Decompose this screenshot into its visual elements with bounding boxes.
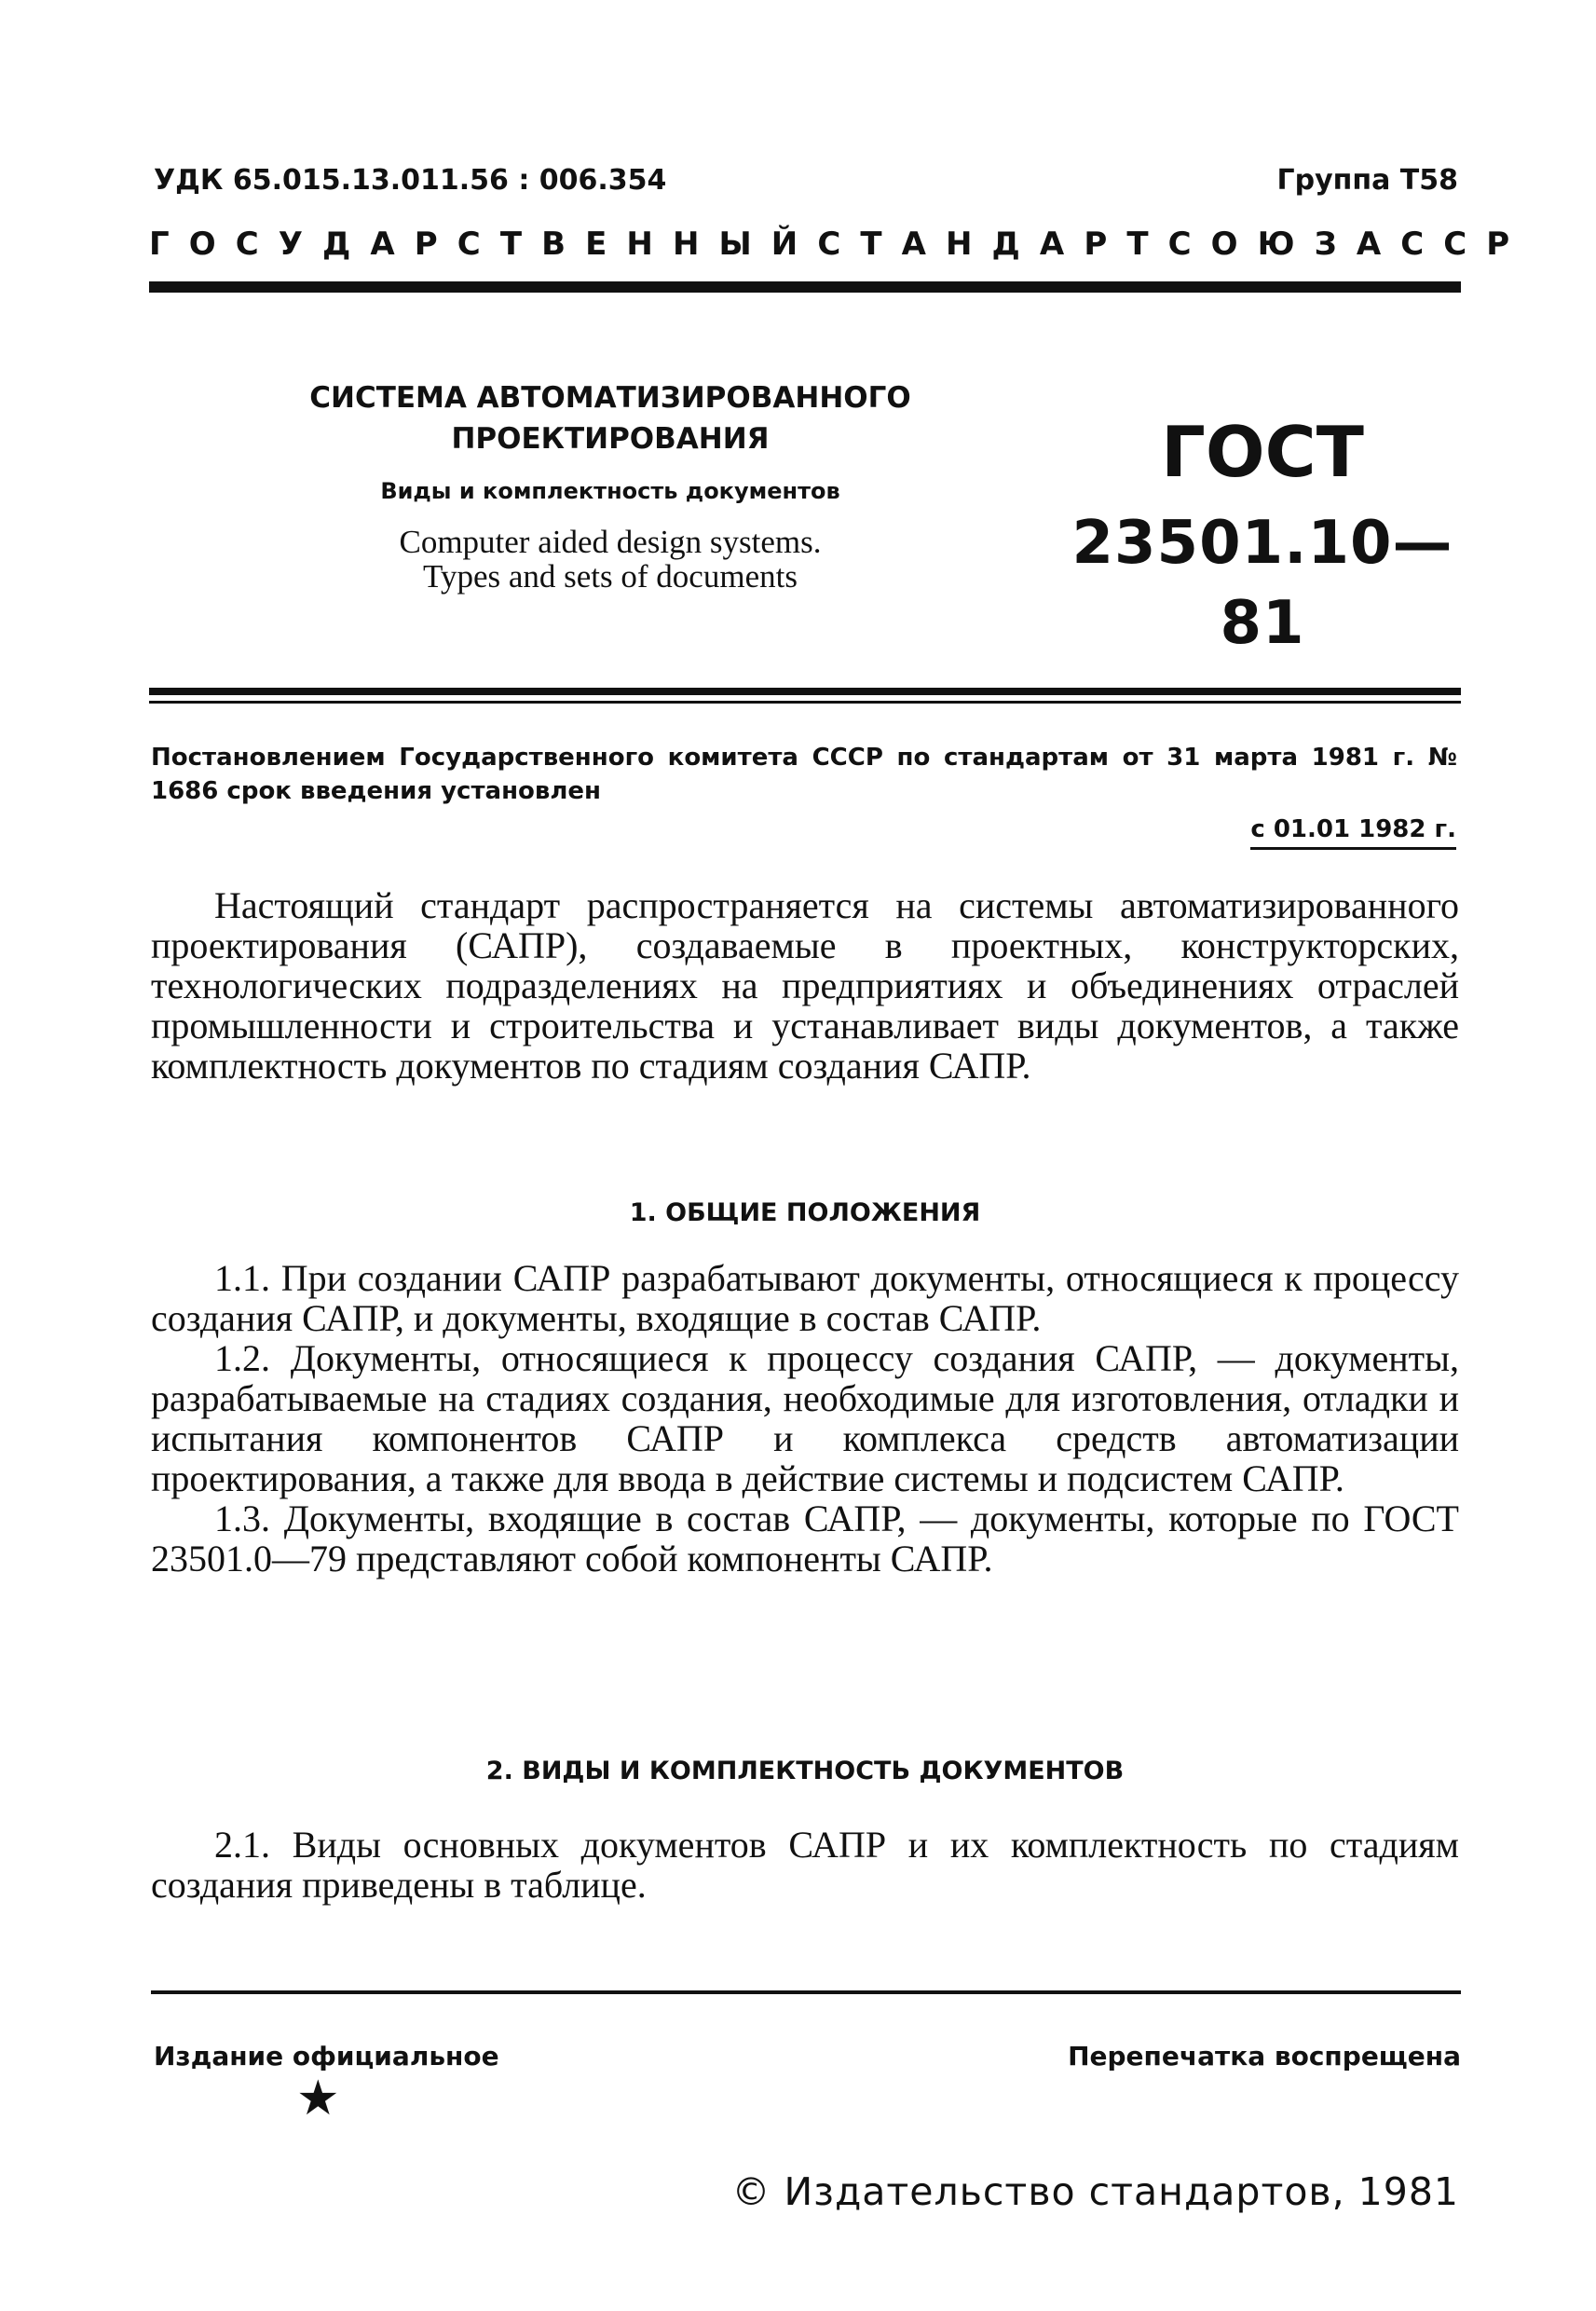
section-1-heading: 1. ОБЩИЕ ПОЛОЖЕНИЯ xyxy=(629,1198,981,1227)
banner-word-1: ГОСУДАРСТВЕННЫЙ xyxy=(149,226,818,263)
clause-1-3: 1.3. Документы, входящие в состав САПР, — документы, которые по ГОСТ 23501.0—79 представляют собой компоненты САПР. xyxy=(151,1497,1459,1579)
banner-word-3: СОЮЗА xyxy=(1167,226,1401,263)
gost-label: ГОСТ xyxy=(1161,411,1364,493)
banner-word-2: СТАНДАРТ xyxy=(817,226,1168,263)
section-1-body xyxy=(151,1258,1459,1579)
title-rule-thick xyxy=(149,688,1461,695)
clause-1-2: 1.2. Документы, относящиеся к процессу создания САПР, — документы, разрабатываемые на стадиях создания, необходимые для изготовления, отладки и испытания компонентов САПР и комплекса средств автоматизации проектирования, а также для ввода в действие системы и подсистем САПР. xyxy=(151,1337,1459,1499)
english-title-line-2: Types and sets of documents xyxy=(423,558,798,595)
intro-text: Настоящий стандарт распространяется на системы автоматизированного проектирования (САПР), создаваемые в проектных, конструкторских, технологических подразделениях на предприятиях и объединениях отраслей промышленности и строительства и устанавливает виды документов, а также комплектность документов по стадиям создания САПР. xyxy=(151,884,1459,1087)
gost-designation xyxy=(1053,410,1472,663)
intro-paragraph xyxy=(151,885,1459,1086)
official-edition: Издание официальное xyxy=(154,2041,499,2072)
copyright: © Издательство стандартов, 1981 xyxy=(731,2169,1459,2214)
english-title-line-1: Computer aided design systems. xyxy=(399,524,822,560)
clause-2-1: 2.1. Виды основных документов САПР и их комплектность по стадиям создания приведены в таблице. xyxy=(151,1824,1459,1906)
title-block xyxy=(270,377,950,594)
header-rule xyxy=(149,281,1461,293)
system-title: СИСТЕМА АВТОМАТИЗИРОВАННОГО ПРОЕКТИРОВАНИЯ xyxy=(309,381,911,456)
subtitle: Виды и комплектность документов xyxy=(380,478,840,504)
udk-code: УДК 65.015.13.011.56 : 006.354 xyxy=(154,164,667,197)
english-title xyxy=(270,525,950,594)
decree-text: Постановлением Государственного комитета СССР по стандартам от 31 марта 1981 г. № 1686 срок введения установлен xyxy=(151,744,1457,805)
reprint-prohibited: Перепечатка воспрещена xyxy=(1068,2041,1461,2072)
clause-1-1: 1.1. При создании САПР разрабатывают документы, относящиеся к процессу создания САПР, и документы, входящие в состав САПР. xyxy=(151,1257,1459,1339)
group-code: Группа Т58 xyxy=(1276,164,1458,197)
section-2-body xyxy=(151,1825,1459,1905)
section-2-heading: 2. ВИДЫ И КОМПЛЕКТНОСТЬ ДОКУМЕНТОВ xyxy=(485,1757,1125,1785)
effective-date: с 01.01 1982 г. xyxy=(1250,815,1456,850)
star-icon: ★ xyxy=(296,2071,340,2126)
gost-number: 23501.10—81 xyxy=(1071,509,1453,658)
title-rule-thin xyxy=(149,701,1461,704)
banner-word-4: ССР xyxy=(1400,226,1530,263)
state-standard-banner xyxy=(149,226,1530,263)
footer-rule xyxy=(151,1990,1461,1994)
